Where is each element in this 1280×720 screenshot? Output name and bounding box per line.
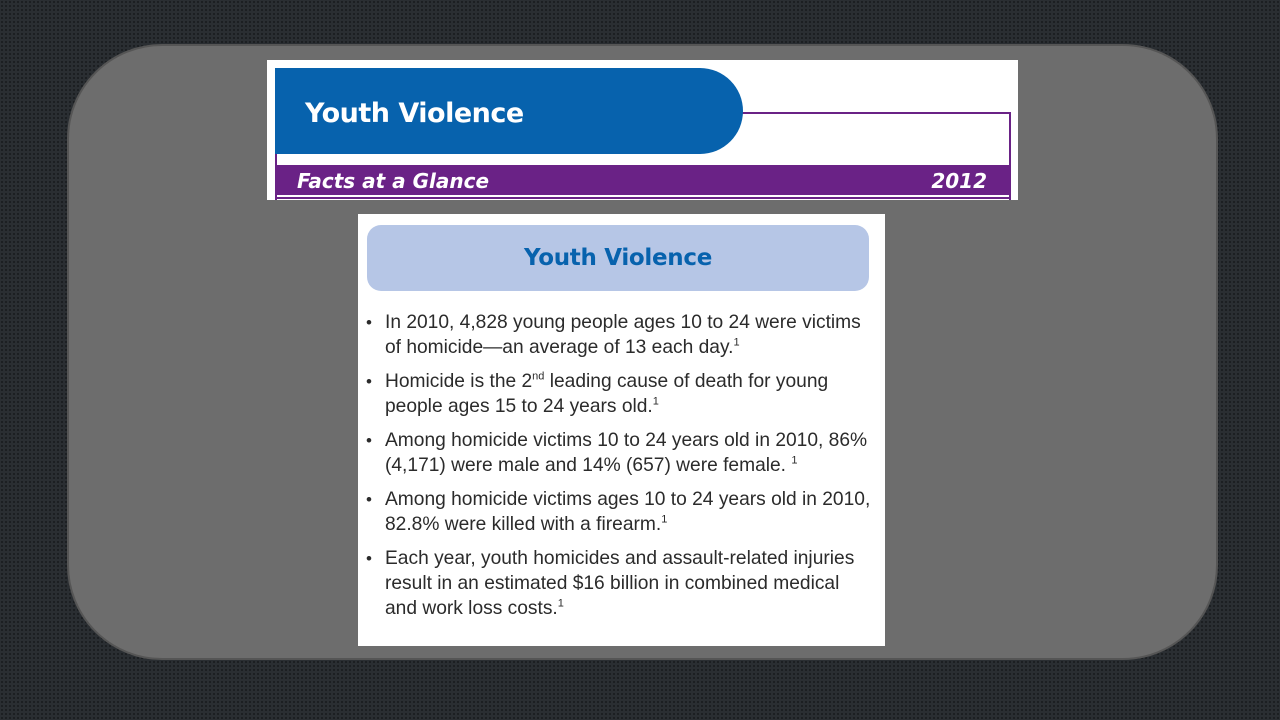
fact-text-before: Homicide is the 2 [385,371,533,392]
list-item [366,310,876,360]
fact-text: Among homicide victims ages 10 to 24 years old in 2010, 82.8% were killed with a firearm. [385,489,871,535]
header-year: 2012 [931,169,987,193]
footnote-marker: 1 [733,336,740,349]
ordinal-suffix: nd [532,370,545,383]
bullet-icon: • [366,549,372,568]
footnote-marker: 1 [661,513,668,526]
facts-card [358,214,885,646]
bullet-icon: • [366,490,372,509]
list-item [366,546,876,621]
bullet-icon: • [366,313,372,332]
header-banner-image [267,60,1018,200]
footnote-marker: 1 [791,454,798,467]
fact-text: Each year, youth homicides and assault-related injuries result in an estimated $16 billion in combined medical and work loss costs. [385,548,855,619]
header-divider [277,197,1011,199]
list-item [366,428,876,478]
bullet-icon: • [366,372,372,391]
fact-text: In 2010, 4,828 young people ages 10 to 24 were victims of homicide—an average of 13 each day. [385,312,861,358]
fact-text: Among homicide victims 10 to 24 years old in 2010, 86% (4,171) were male and 14% (657) were female. [385,430,868,476]
bullet-icon: • [366,431,372,450]
header-subtitle: Facts at a Glance [297,169,490,193]
list-item [366,487,876,537]
header-title: Youth Violence [305,98,524,129]
facts-banner [367,225,869,291]
fact-text-after: leading cause of death for young people ages 15 to 24 years old. [385,371,829,417]
facts-list [366,310,876,630]
footnote-marker: 1 [557,597,564,610]
header-title-tab [275,68,743,154]
footnote-marker: 1 [652,395,659,408]
facts-title: Youth Violence [523,245,713,271]
header-subtitle-bar [277,165,1011,195]
list-item [366,369,876,419]
